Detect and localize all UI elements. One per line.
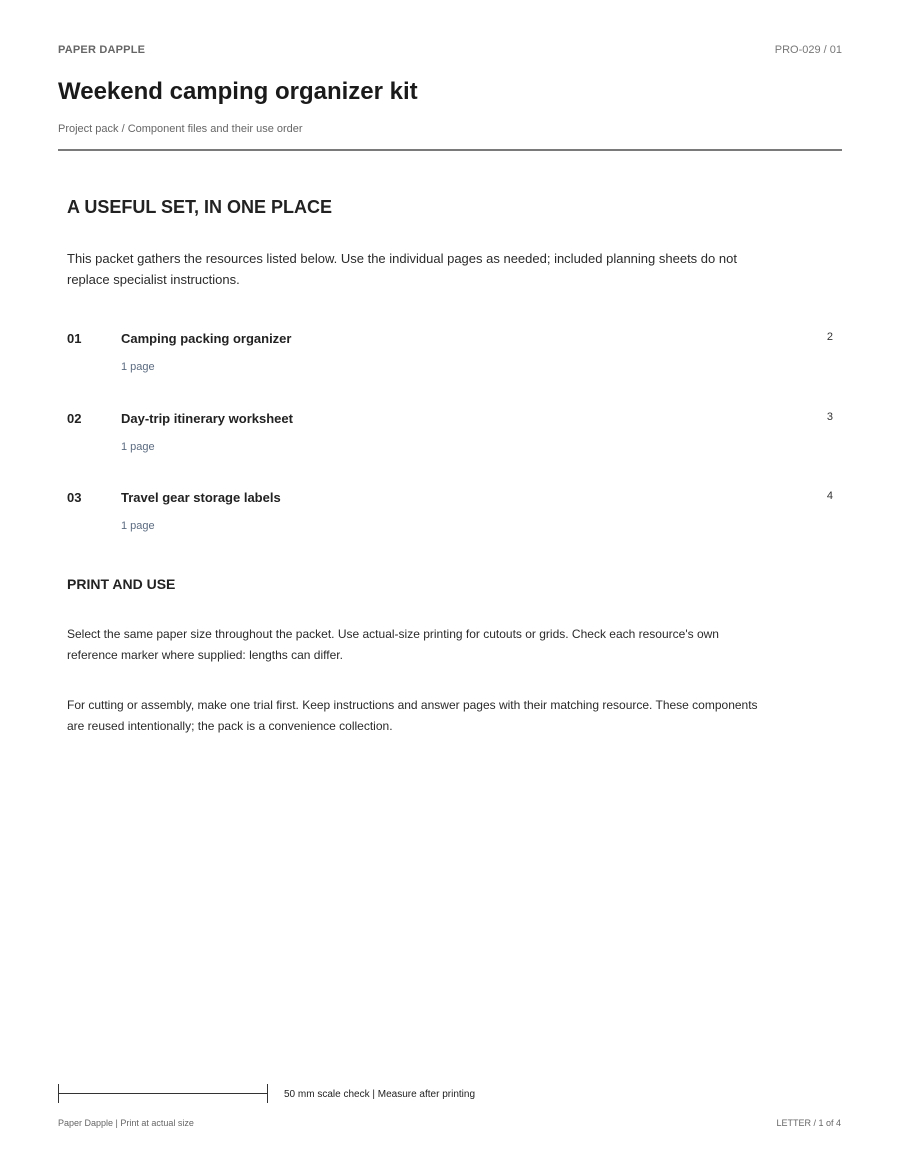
resource-item	[67, 331, 833, 381]
print-paragraph-assembly: For cutting or assembly, make one trial first. Keep instructions and answer pages with their matching resource. These components are reused intentionally; the pack is a convenience collection.	[67, 698, 758, 733]
document-header	[58, 44, 842, 58]
resource-number: 02	[67, 411, 82, 426]
resource-item	[67, 490, 833, 540]
document-code: PRO-029 / 01	[774, 44, 842, 56]
print-paragraph-paper: Select the same paper size throughout the packet. Use actual-size printing for cutouts or grids. Check each resource's own reference marker where supplied: lengths can differ.	[67, 627, 719, 662]
resource-number: 03	[67, 490, 82, 505]
resource-title: Travel gear storage labels	[121, 490, 281, 505]
resource-item	[67, 411, 833, 461]
resource-page-count: 1 page	[121, 361, 155, 373]
resource-page-number: 4	[826, 490, 833, 502]
page-subtitle: Project pack / Component files and their use order	[58, 123, 303, 135]
resource-page-number: 2	[826, 331, 833, 343]
print-use-heading: PRINT AND USE	[67, 576, 176, 592]
header-divider	[58, 149, 842, 151]
intro-text: This packet gathers the resources listed below. Use the individual pages as needed; included planning sheets do not replace specialist instructions.	[67, 251, 737, 287]
resource-title: Camping packing organizer	[121, 331, 292, 346]
resource-page-number: 3	[826, 411, 833, 423]
resource-number: 01	[67, 331, 82, 346]
footer-page-info: LETTER / 1 of 4	[776, 1118, 841, 1128]
page-title: Weekend camping organizer kit	[58, 78, 418, 105]
scale-tick-end	[267, 1084, 268, 1103]
scale-check-bar	[58, 1084, 268, 1103]
scale-caption: 50 mm scale check | Measure after printing	[284, 1089, 476, 1100]
footer-left-text: Paper Dapple | Print at actual size	[58, 1118, 194, 1128]
brand-name: PAPER DAPPLE	[58, 44, 146, 56]
resource-title: Day-trip itinerary worksheet	[121, 411, 293, 426]
scale-line	[58, 1093, 268, 1094]
intro-heading: A USEFUL SET, IN ONE PLACE	[67, 197, 333, 217]
resource-page-count: 1 page	[121, 441, 155, 453]
resource-page-count: 1 page	[121, 520, 155, 532]
